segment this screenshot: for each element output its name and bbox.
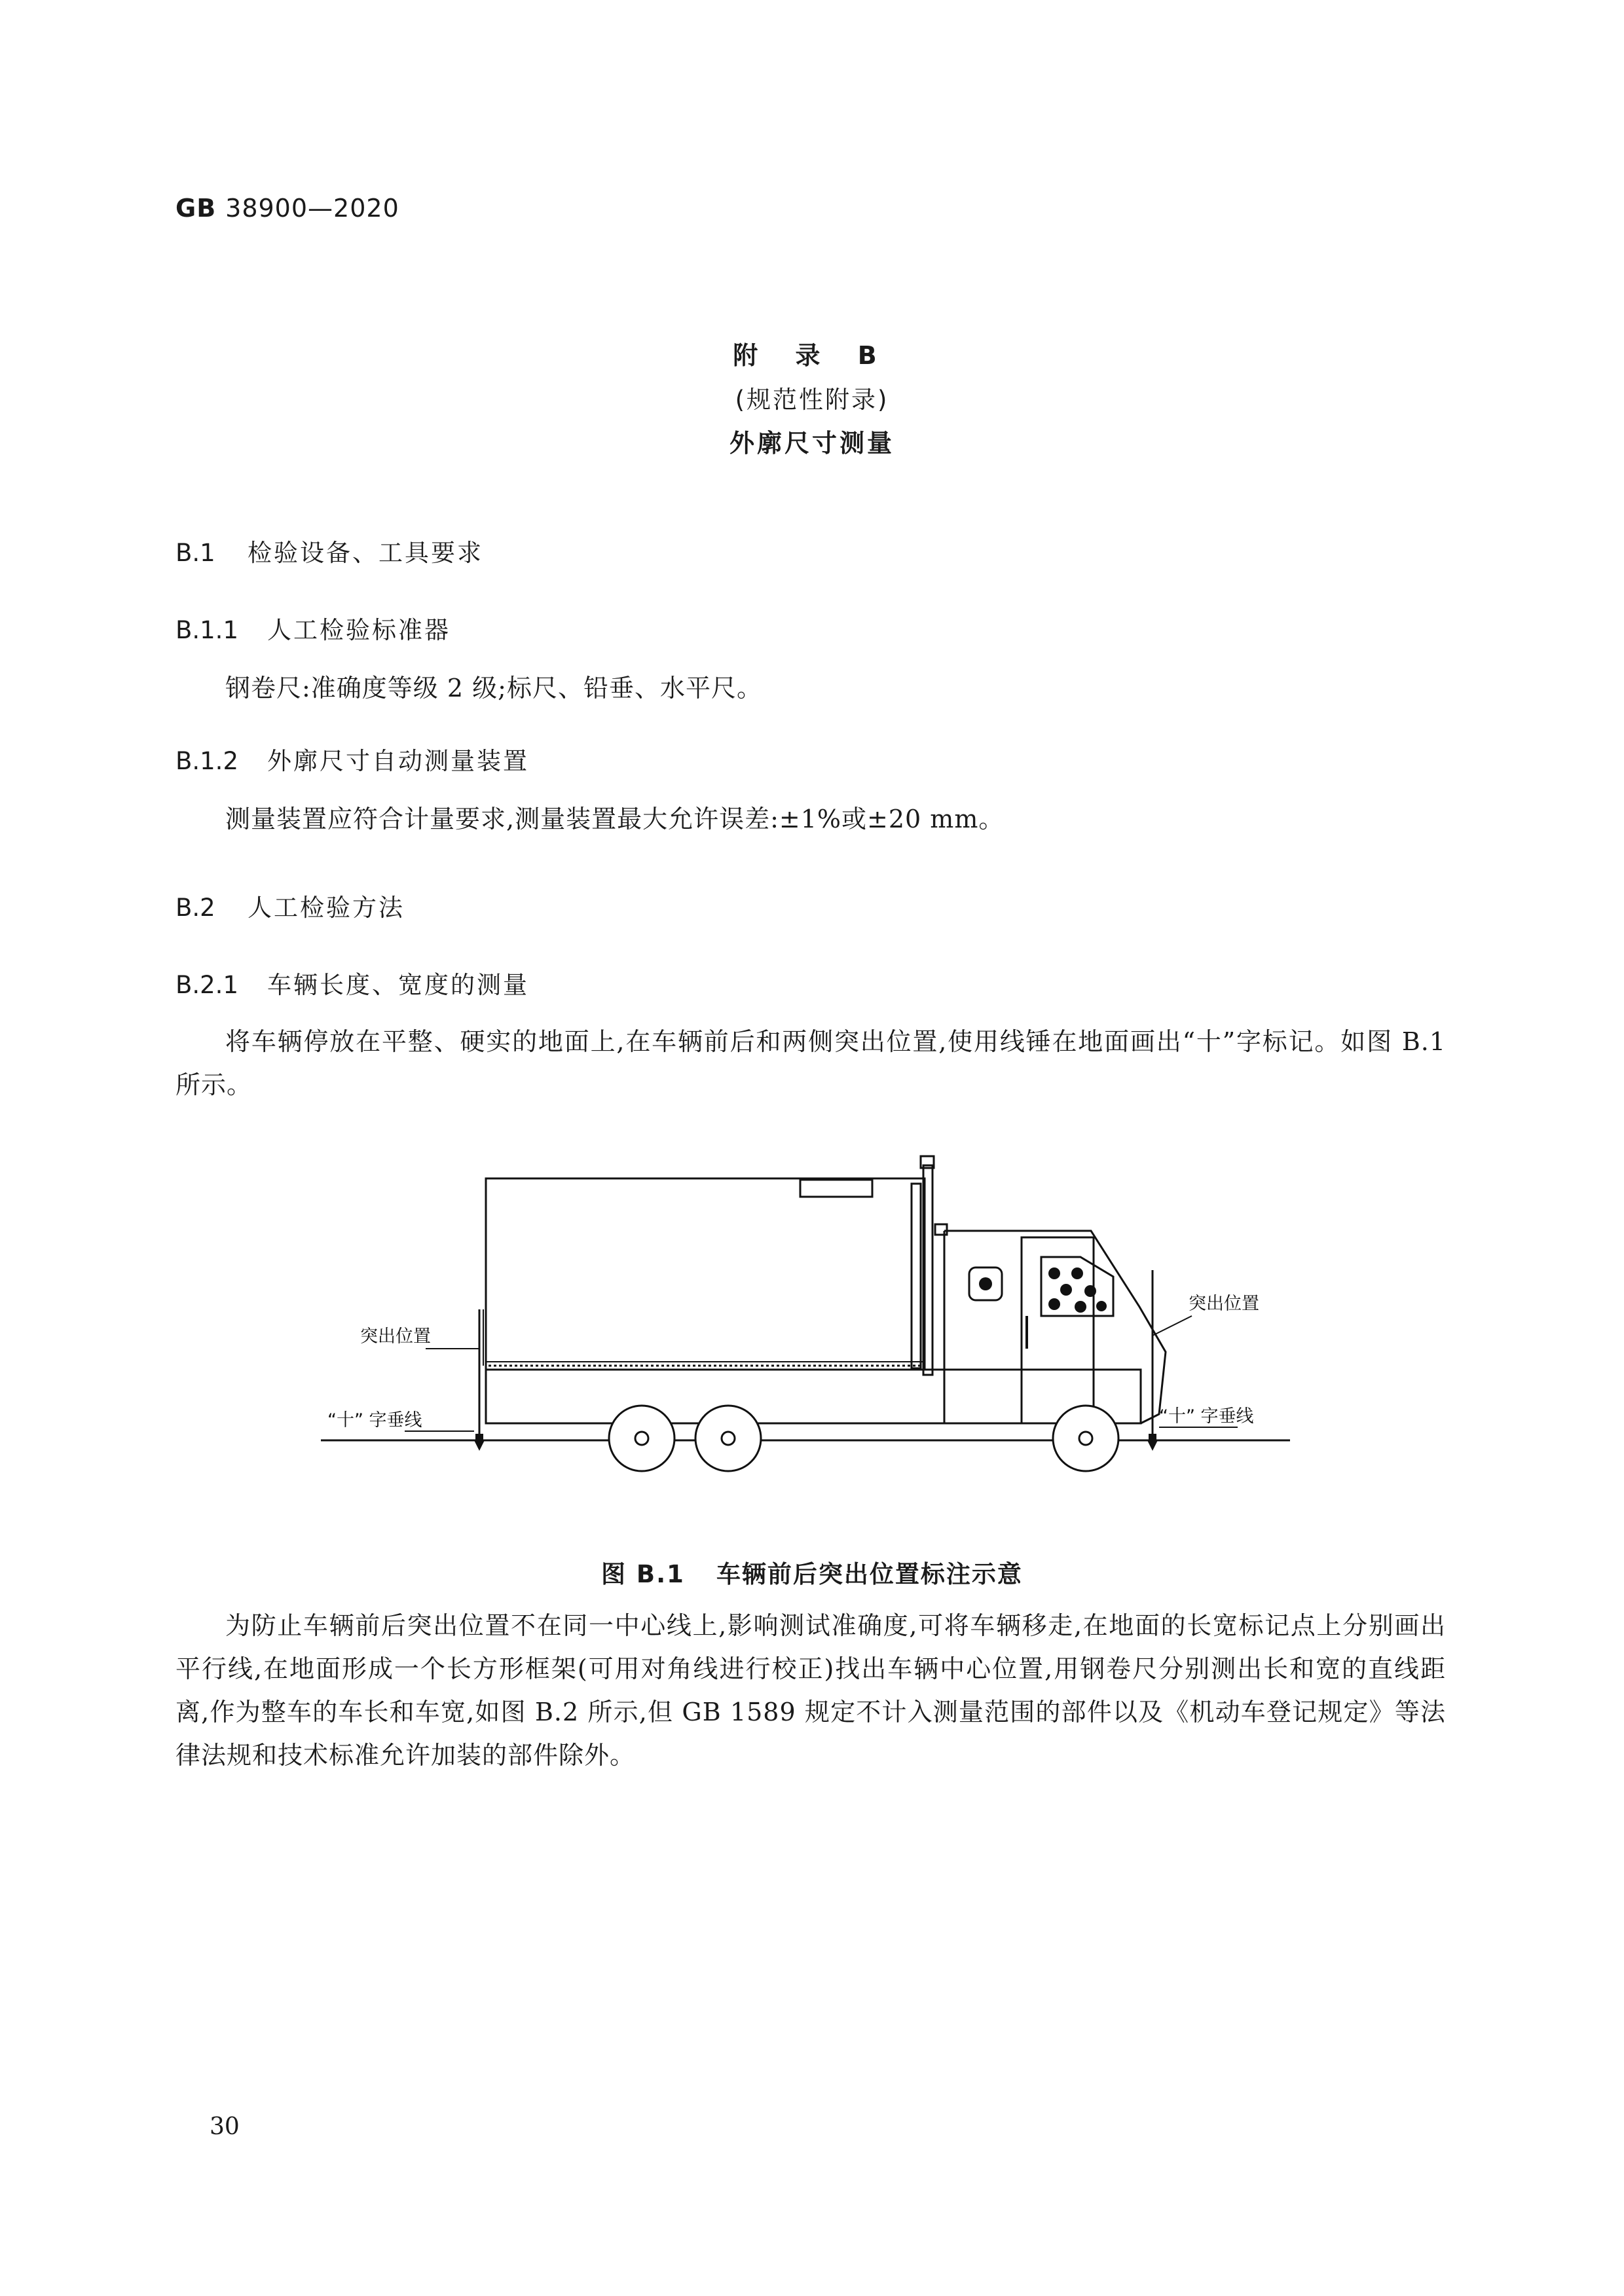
section-number: B.1.2 (175, 747, 238, 775)
section-number: B.2 (175, 894, 215, 922)
section-title: 检验设备、工具要求 (248, 539, 483, 567)
section-b21-text: 将车辆停放在平整、硬实的地面上,在车辆前后和两侧突出位置,使用线锤在地面画出“十”字标记。如图 B.1 所示。 (175, 1027, 1446, 1099)
cab-outline (944, 1231, 1166, 1423)
page-number: 30 (210, 2113, 240, 2140)
box-post (912, 1184, 921, 1368)
left-plumb-label: “十” 字垂线 (327, 1410, 422, 1430)
section-b12-text: 测量装置应符合计量要求,测量装置最大允许误差:±1%或±20 mm。 (225, 805, 1005, 833)
section-title: 车辆长度、宽度的测量 (267, 971, 529, 999)
cargo-box (486, 1178, 925, 1370)
cargo-vent (800, 1180, 872, 1197)
section-b1-heading (175, 533, 483, 568)
appendix-title: 附 录 B (733, 341, 891, 370)
figure-number: 图 B.1 (601, 1560, 685, 1588)
section-number: B.1 (175, 539, 215, 567)
left-protrusion-label: 突出位置 (360, 1326, 431, 1347)
appendix-name: 外廓尺寸测量 (729, 429, 895, 458)
after-figure-paragraph: 为防止车辆前后突出位置不在同一中心线上,影响测试准确度,可将车辆移走,在地面的长宽标记点上分别画出平行线,在地面形成一个长方形框架(可用对角线进行校正)找出车辆中心位置,用钢卷尺分别测出长和宽的直线距离,作为整车的车长和车宽,如图 B.2 所示,但 GB 1589 规定不计入测量范围的部件以及《机动车登记规定》等法律法规和技术标准允许加装的部件除外。 (175, 1611, 1446, 1770)
document-header (175, 194, 399, 223)
section-title: 人工检验方法 (248, 894, 405, 922)
section-title: 人工检验标准器 (267, 616, 451, 644)
section-number: B.2.1 (175, 971, 238, 999)
figure-caption (0, 1554, 1624, 1590)
section-b21-heading (175, 965, 529, 1000)
section-b2-heading (175, 888, 405, 923)
right-plumb-label: “十” 字垂线 (1159, 1406, 1254, 1427)
standard-prefix: GB (175, 194, 217, 223)
right-protrusion-label: 突出位置 (1189, 1294, 1259, 1314)
figure-caption-text: 车辆前后突出位置标注示意 (716, 1560, 1023, 1588)
section-b11-text: 钢卷尺:准确度等级 2 级;标尺、铅垂、水平尺。 (225, 674, 762, 702)
chassis-frame (486, 1370, 1141, 1423)
cab-door (1022, 1237, 1094, 1423)
section-b11-heading (175, 610, 451, 646)
section-number: B.1.1 (175, 616, 238, 644)
vehicle-protrusion-figure (308, 1152, 1303, 1493)
appendix-subtitle: (规范性附录) (735, 386, 889, 414)
section-b12-heading (175, 741, 529, 776)
section-title: 外廓尺寸自动测量装置 (267, 747, 529, 775)
standard-number: 38900—2020 (225, 194, 399, 223)
